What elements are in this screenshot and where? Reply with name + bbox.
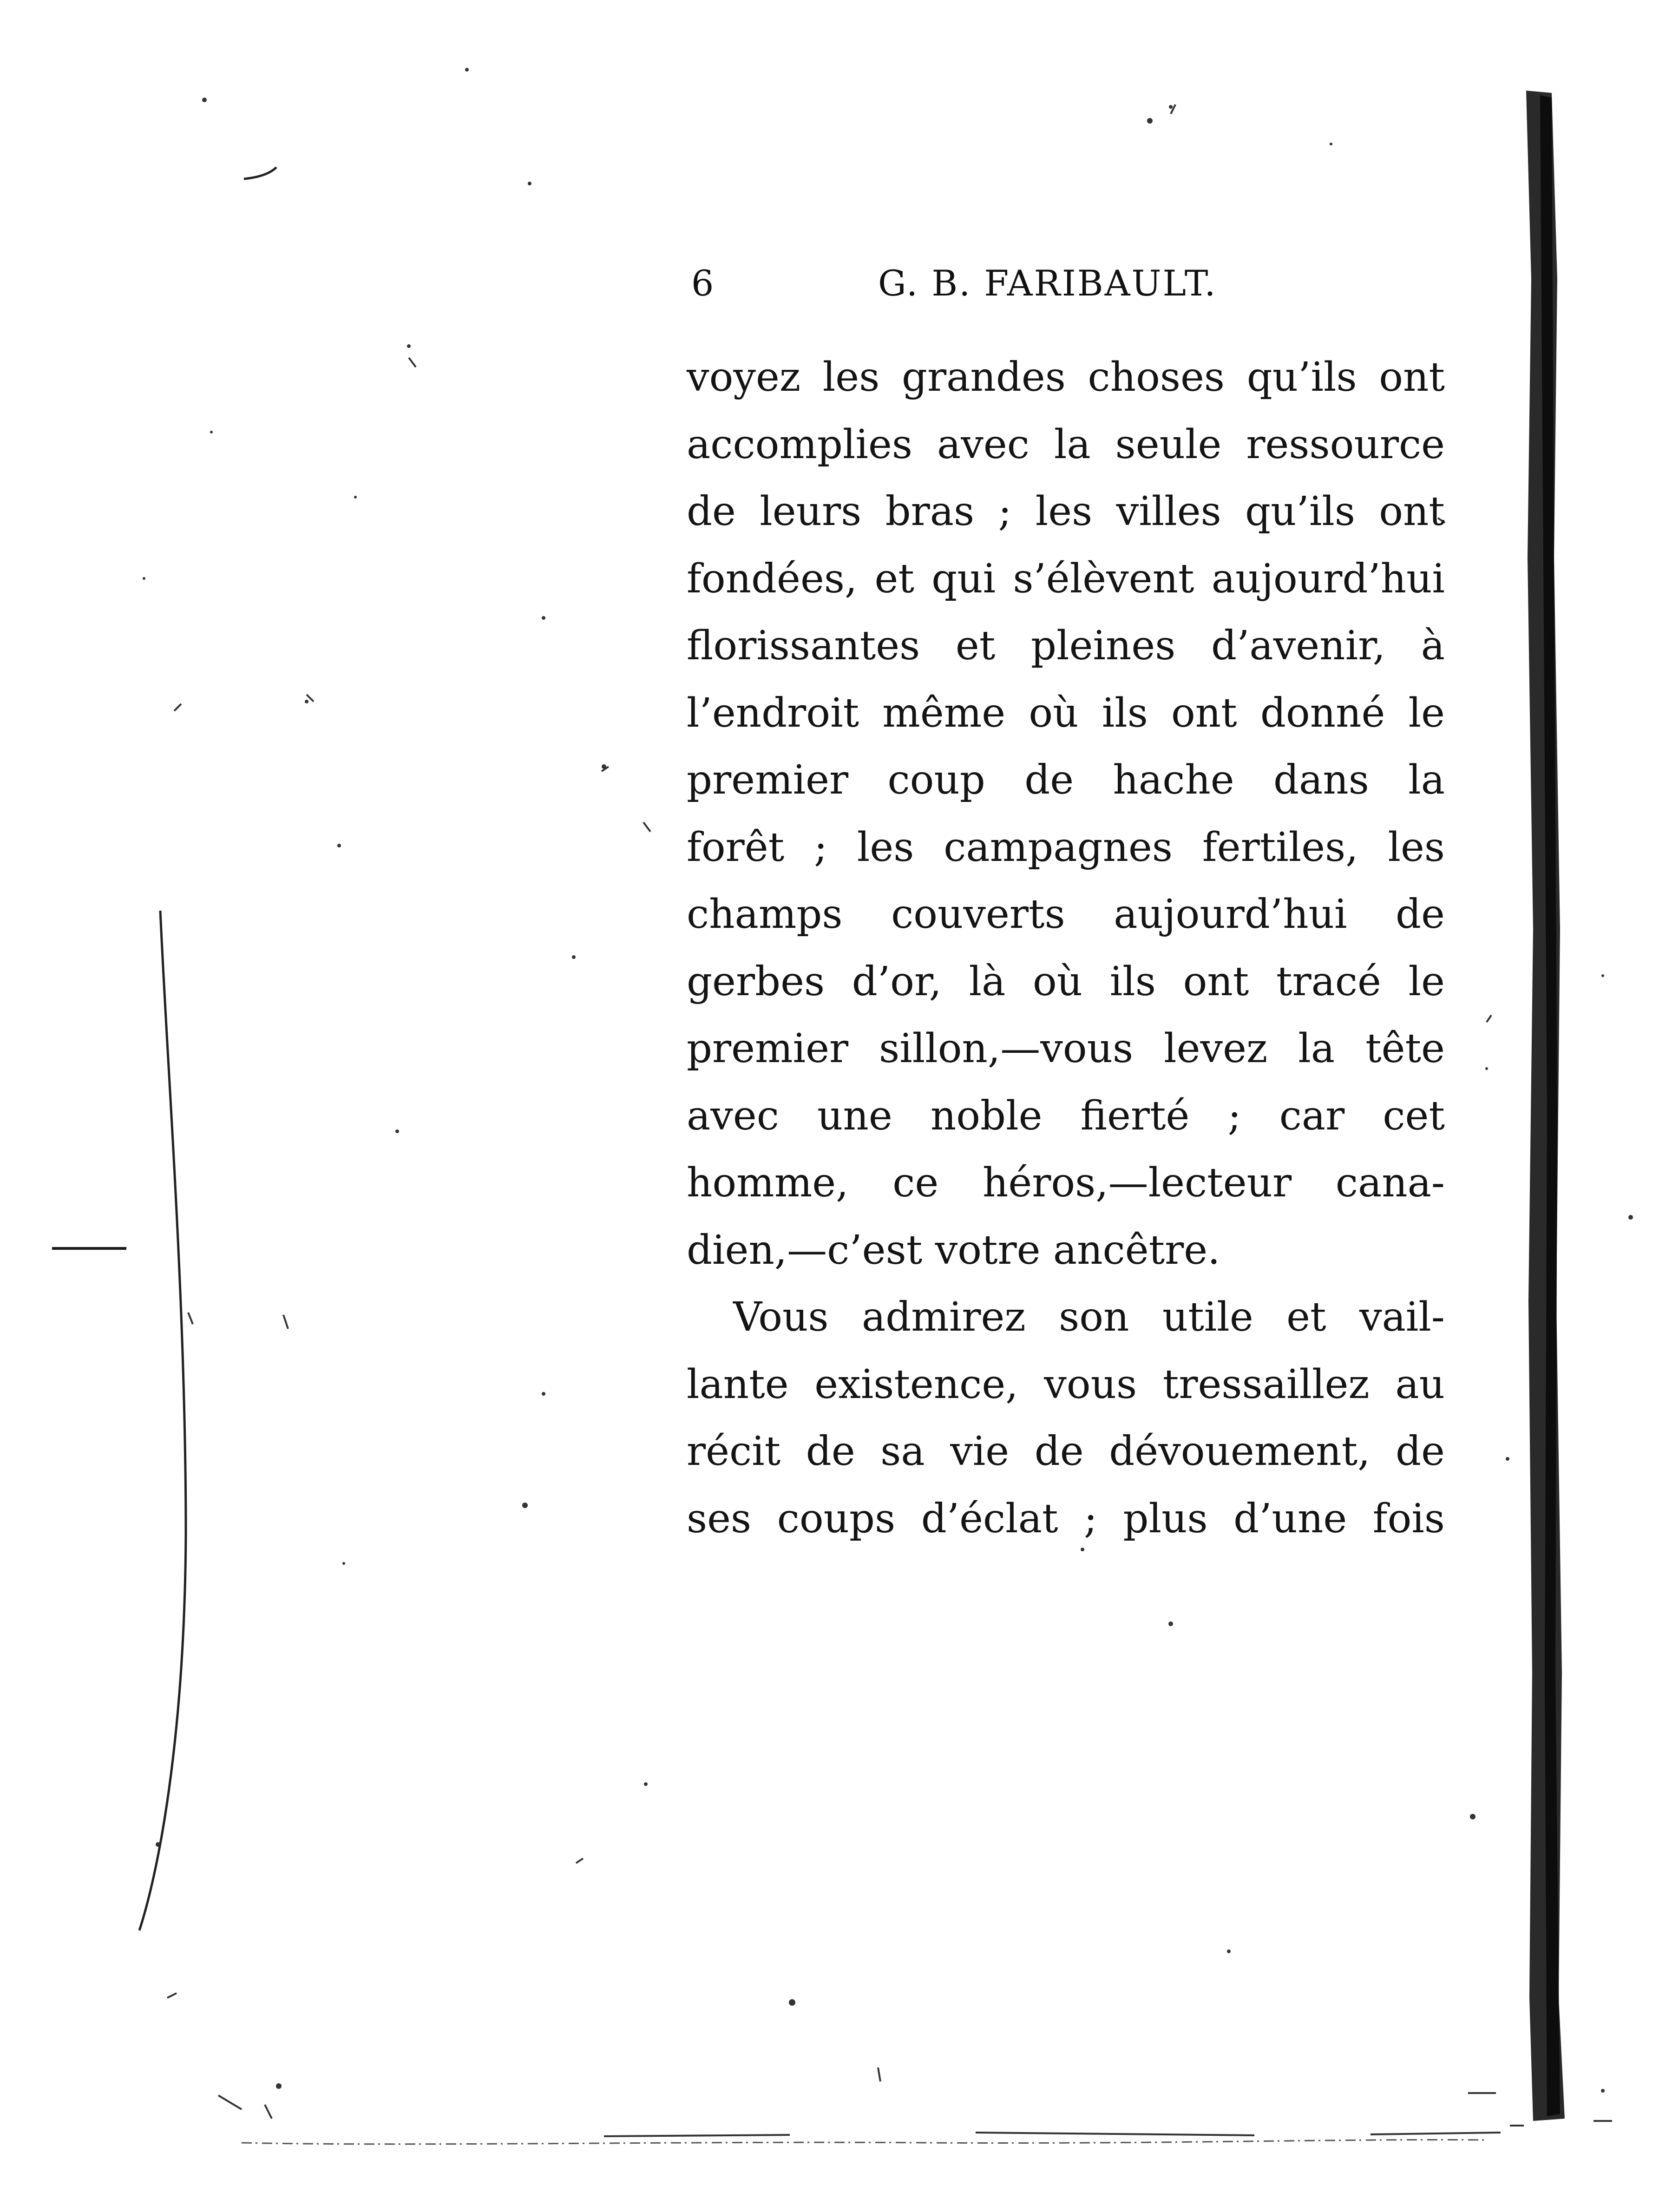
- margin-dash: [52, 1247, 126, 1250]
- corner-mark: [244, 167, 276, 179]
- text-line: fondées, et qui s’élèvent aujourd’hui: [687, 555, 1445, 602]
- text-line: l’endroit même où ils ont donné le: [687, 689, 1445, 736]
- text-line: récit de sa vie de dévouement, de: [687, 1428, 1445, 1475]
- text-line: de leurs bras ; les villes qu’ils ont: [687, 488, 1445, 535]
- text-line: premier coup de hache dans la: [687, 757, 1445, 803]
- text-line: ses coups d’éclat ; plus d’une fois: [687, 1495, 1445, 1542]
- bottom-edge-dark: [604, 2133, 1501, 2136]
- text-line: champs couverts aujourd’hui de: [687, 891, 1445, 938]
- paragraph: [687, 1284, 1445, 1552]
- text-line: premier sillon,—vous levez la tête: [687, 1025, 1445, 1072]
- text-line: forêt ; les campagnes fertiles, les: [687, 824, 1445, 871]
- paragraph: [687, 344, 1445, 1284]
- text-line: gerbes d’or, là où ils ont tracé le: [687, 958, 1445, 1005]
- running-head: [691, 253, 1453, 309]
- text-line: lante existence, vous tressaillez au: [687, 1361, 1445, 1408]
- running-title: G. B. FARIBAULT.: [878, 263, 1217, 304]
- page-number: 6: [691, 263, 714, 304]
- text-line: voyez les grandes choses qu’ils ont: [687, 354, 1445, 400]
- text-line: homme, ce héros,—lecteur cana-: [687, 1160, 1445, 1206]
- text-line: accomplies avec la seule ressource: [687, 421, 1445, 468]
- text-line: Vous admirez son utile et vail-: [733, 1294, 1445, 1340]
- text-line: florissantes et pleines d’avenir, à: [687, 623, 1445, 669]
- text-line: avec une noble fierté ; car cet: [687, 1092, 1445, 1139]
- text-line: dien,—c’est votre ancêtre.: [687, 1227, 1220, 1273]
- bottom-edge: [242, 2140, 1487, 2144]
- body-text: [687, 344, 1445, 1552]
- margin-line: [139, 911, 186, 1930]
